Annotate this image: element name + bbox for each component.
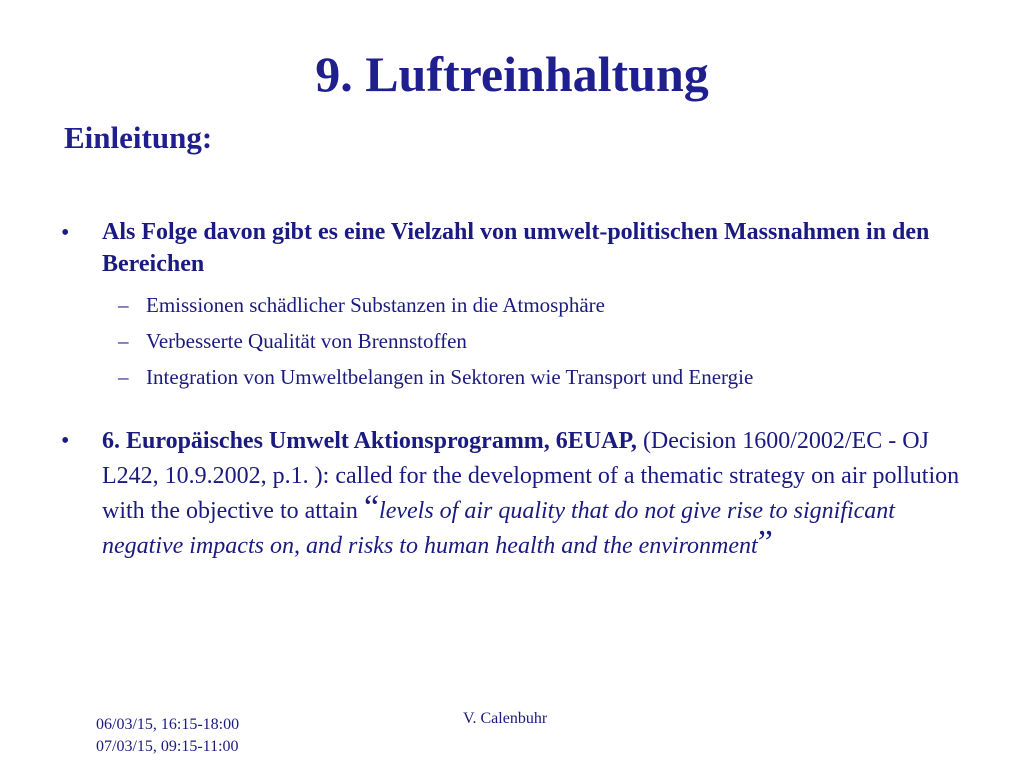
dash-marker: – <box>118 293 129 317</box>
footer-date-1: 06/03/15, 16:15-18:00 <box>96 716 240 733</box>
open-quote: “ <box>363 489 380 526</box>
dash-marker: – <box>118 329 129 353</box>
bullet-marker-2: • <box>61 428 70 454</box>
bullet-1-text: Als Folge davon gibt es eine Vielzahl von umwelt-politischen Massnahmen in den Bereichen <box>102 219 930 277</box>
sub-item-text: Integration von Umweltbelangen in Sektoren wie Transport und Energie <box>146 365 754 389</box>
dash-marker: – <box>118 365 129 389</box>
close-quote: ” <box>757 524 773 561</box>
bullet-2-text <box>102 424 982 564</box>
footer-author: V. Calenbuhr <box>463 710 548 727</box>
section-subtitle: Einleitung: <box>64 120 213 155</box>
sub-list-item <box>118 287 998 323</box>
footer-dates <box>96 714 239 758</box>
sub-list-item <box>118 323 998 359</box>
footer-date-2: 07/03/15, 09:15-11:00 <box>96 738 239 755</box>
bullet-2-plain: (Decision 1600/2002/EC - OJ L242, 10.9.2002, p.1. ): called for the development of a thematic strategy on air pollution with the objective to attain <box>102 428 960 524</box>
sub-item-text: Verbesserte Qualität von Brennstoffen <box>146 329 467 353</box>
sub-list <box>118 287 998 395</box>
bullet-2-italic: levels of air quality that do not give rise to significant negative impacts on, and risks to human health and the environment <box>102 498 895 559</box>
sub-list-item <box>118 359 998 395</box>
slide-title: 9. Luftreinhaltung <box>315 46 709 102</box>
bullet-marker-1: • <box>61 220 70 246</box>
bullet-2-bold: 6. Europäisches Umwelt Aktionsprogramm, 6EUAP, <box>102 428 637 454</box>
sub-item-text: Emissionen schädlicher Substanzen in die Atmosphäre <box>146 293 605 317</box>
